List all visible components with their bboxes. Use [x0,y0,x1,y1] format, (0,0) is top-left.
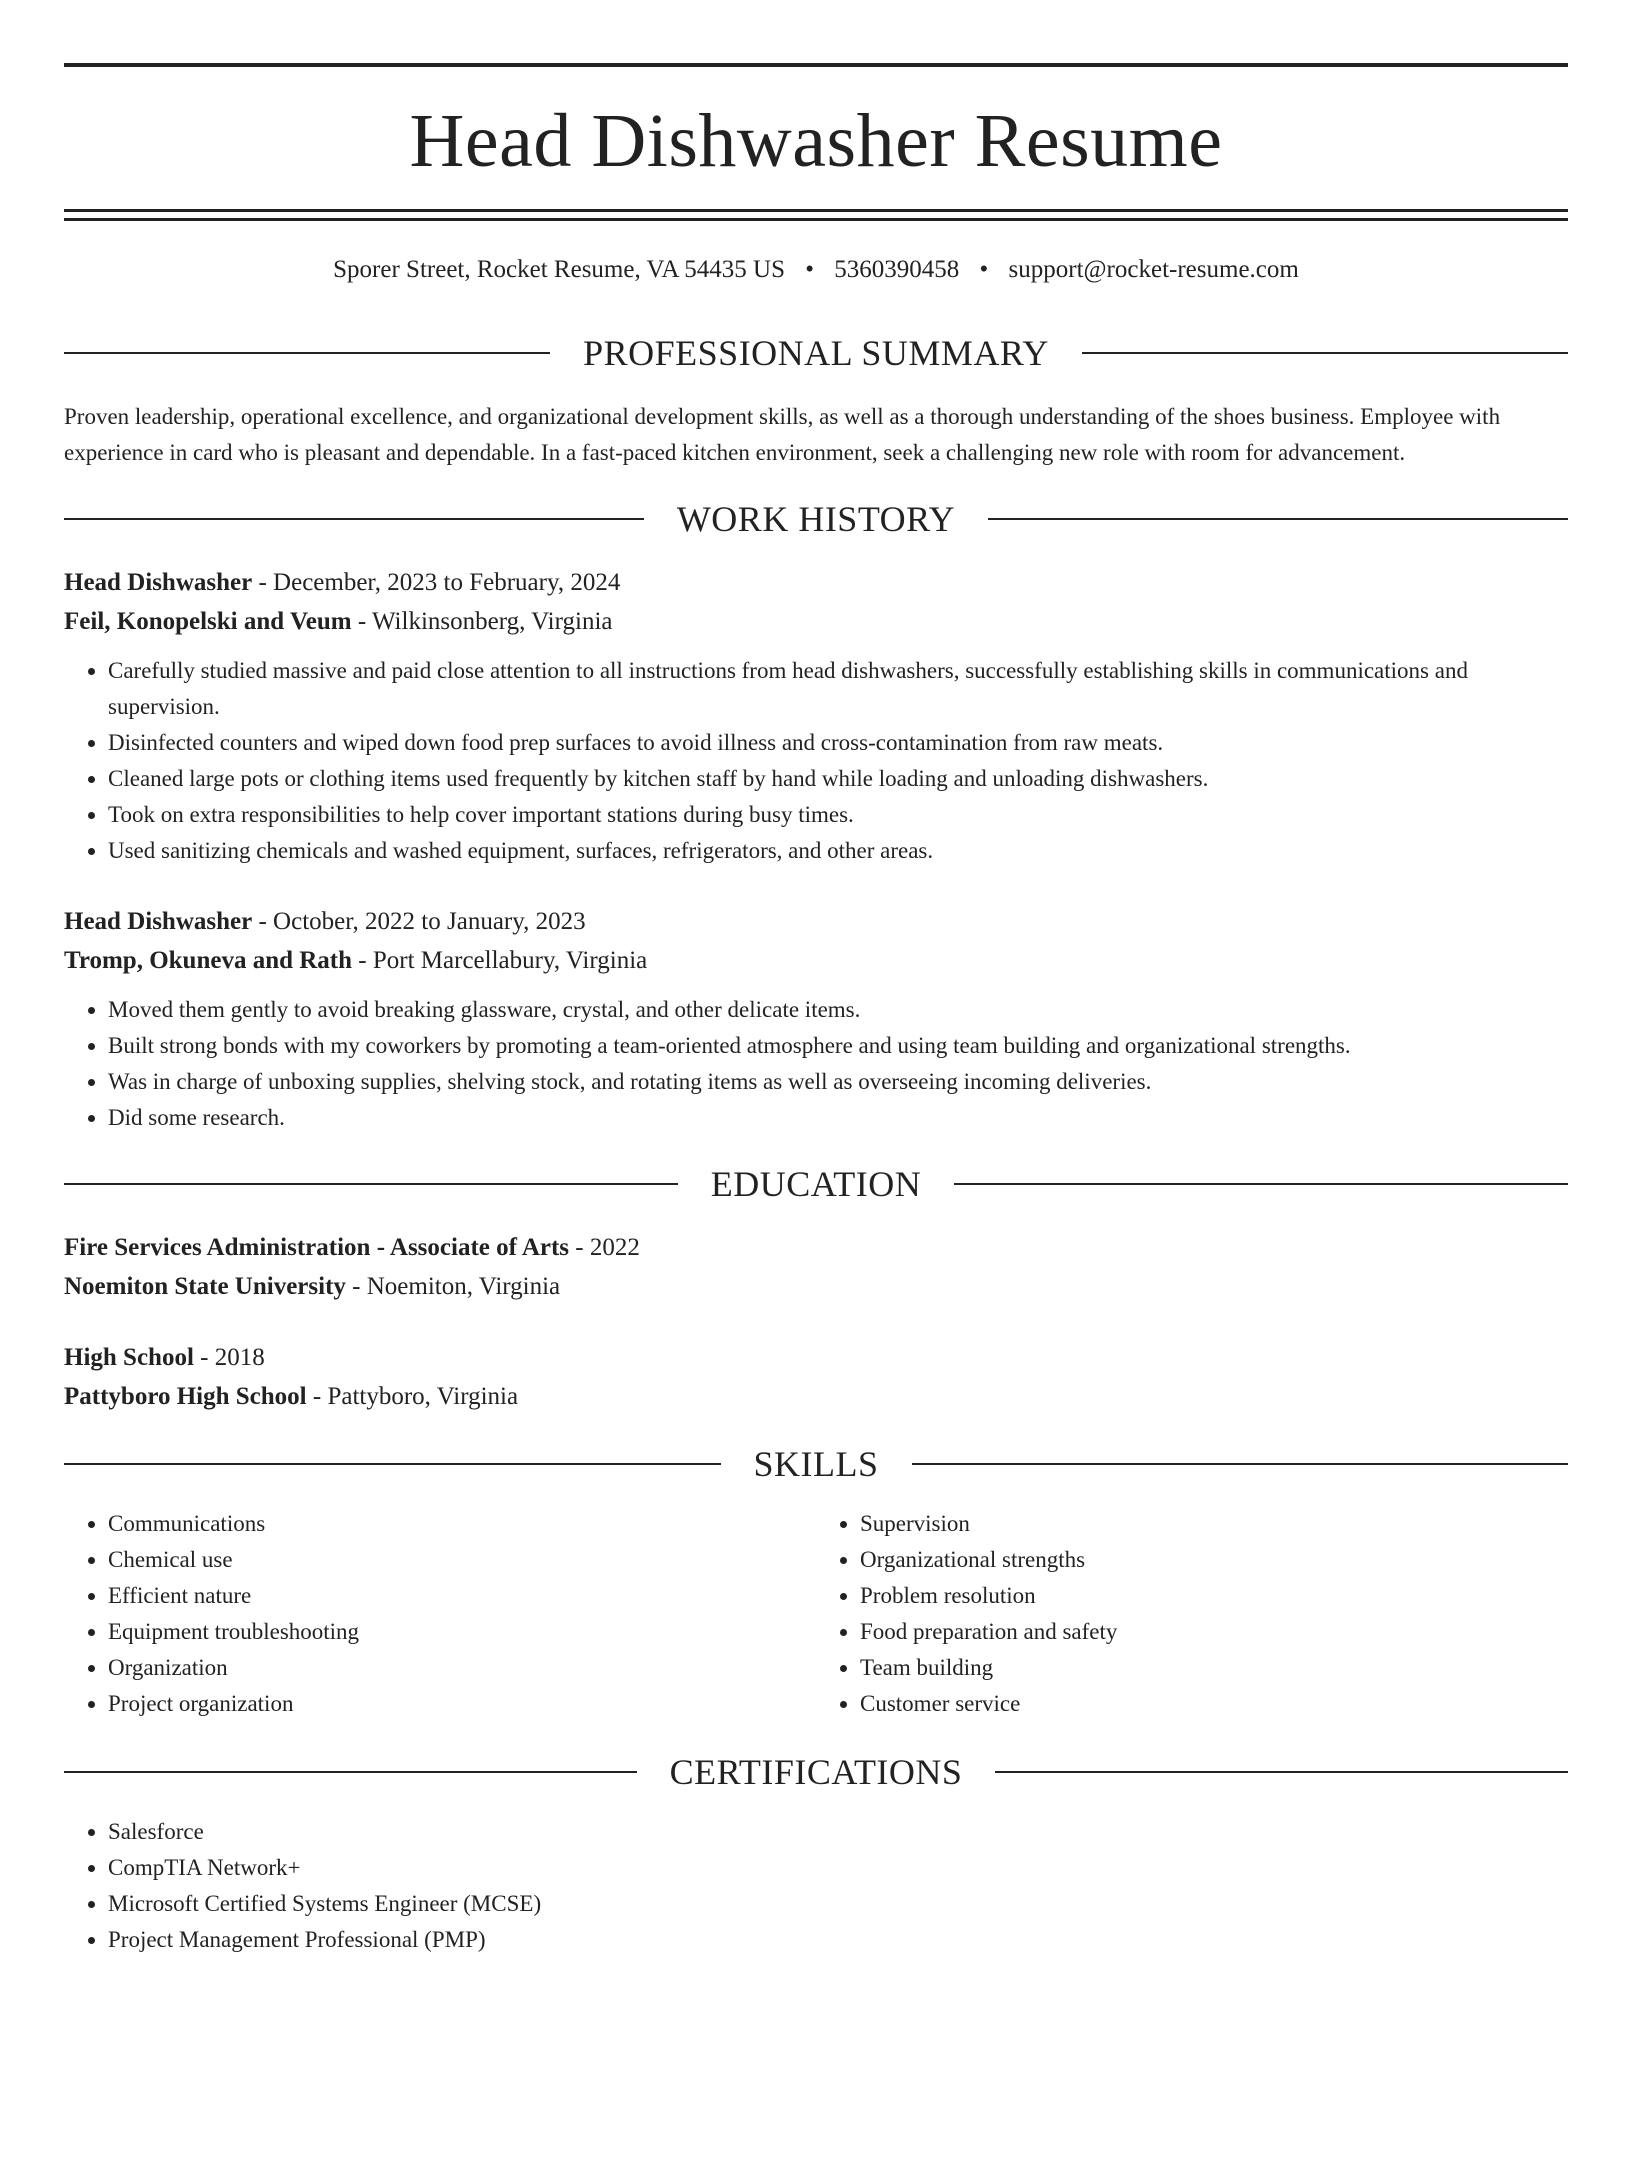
degree-line [64,1338,1568,1377]
job-dates: - December, 2023 to February, 2024 [252,569,621,596]
list-item: • Moved them gently to avoid breaking glassware, crystal, and other delicate items. [108,992,1568,1028]
list-item: • Built strong bonds with my coworkers by promoting a team-oriented atmosphere and using team building and organizational strengths. [108,1028,1568,1064]
degree-year: - 2018 [193,1344,265,1371]
skills-grid [64,1506,1568,1722]
contact-phone: 5360390458 [834,256,960,283]
list-item: • Did some research. [108,1100,1568,1136]
list-item: • Was in charge of unboxing supplies, shelving stock, and rotating items as well as overseeing incoming deliveries. [108,1064,1568,1100]
list-item: • Disinfected counters and wiped down food prep surfaces to avoid illness and cross-contamination from raw meats. [108,725,1568,761]
work-section-heading [64,501,1568,537]
contact-info [64,257,1568,282]
job-bullets [64,653,1568,869]
list-item: • Communications [108,1506,816,1542]
list-item: • Carefully studied massive and paid close attention to all instructions from head dishwashers, successfully establishing skills in communications and supervision. [108,653,1568,725]
list-item: • Project organization [108,1686,816,1722]
list-item: • Cleaned large pots or clothing items used frequently by kitchen staff by hand while loading and unloading dishwashers. [108,761,1568,797]
job-title: Head Dishwasher [64,908,253,935]
job-company-line [64,941,1568,980]
list-item: • Salesforce [108,1814,1568,1850]
list-item: • Chemical use [108,1542,816,1578]
school-line [64,1377,1568,1416]
contact-email: support@rocket-resume.com [1008,256,1299,283]
job-entry [64,902,1568,1136]
job-bullets [64,992,1568,1136]
education-section-heading [64,1166,1568,1202]
degree-year: - 2022 [569,1234,640,1261]
contact-separator: • [805,256,815,283]
job-company-line [64,602,1568,641]
skills-right-column [816,1506,1568,1722]
contact-separator: • [979,256,989,283]
list-item: • Supervision [860,1506,1568,1542]
certifications-section-heading [64,1754,1568,1790]
job-title: Head Dishwasher [64,569,253,596]
summary-text: Proven leadership, operational excellence, and organizational development skills, as well as a thorough understanding of the shoes business. Employee with experience in card who is pleasant and dependable. In a fast-paced kitchen environment, seek a challenging new role with room for advancement. [64,404,1501,465]
list-item: • Food preparation and safety [860,1614,1568,1650]
degree: High School [64,1344,194,1371]
list-item: • Project Management Professional (PMP) [108,1922,1568,1958]
summary-heading-label: PROFESSIONAL SUMMARY [583,333,1049,373]
skills-left-column [64,1506,816,1722]
work-heading-label: WORK HISTORY [676,499,956,539]
education-entry [64,1338,1568,1416]
list-item: • Organizational strengths [860,1542,1568,1578]
education-heading-label: EDUCATION [710,1164,922,1204]
list-item: • Used sanitizing chemicals and washed equipment, surfaces, refrigerators, and other areas. [108,833,1568,869]
skills-section-heading [64,1446,1568,1482]
school: Pattyboro High School [64,1383,307,1410]
list-item: • Organization [108,1650,816,1686]
list-item: • Microsoft Certified Systems Engineer (MCSE) [108,1886,1568,1922]
list-item: • Customer service [860,1686,1568,1722]
job-company: Tromp, Okuneva and Rath [64,947,353,974]
job-dates: - October, 2022 to January, 2023 [252,908,586,935]
list-item: • Took on extra responsibilities to help cover important stations during busy times. [108,797,1568,833]
job-location: - Wilkinsonberg, Virginia [351,608,613,635]
job-entry [64,563,1568,869]
list-item: • Efficient nature [108,1578,816,1614]
resume-page [0,63,1632,2175]
education-entry [64,1228,1568,1306]
job-title-line [64,563,1568,602]
school-location: - Noemiton, Virginia [345,1273,561,1300]
summary-section-heading [64,335,1568,371]
certifications-heading-label: CERTIFICATIONS [669,1752,963,1792]
list-item: • Team building [860,1650,1568,1686]
job-location: - Port Marcellabury, Virginia [352,947,648,974]
certifications-list [64,1814,1568,1958]
list-item: • Equipment troubleshooting [108,1614,816,1650]
page-title: Head Dishwasher Resume [409,99,1223,183]
degree: Fire Services Administration - Associate of Arts [64,1234,570,1261]
top-rule [64,63,1568,67]
contact-address: Sporer Street, Rocket Resume, VA 54435 US [333,256,785,283]
school-location: - Pattyboro, Virginia [306,1383,519,1410]
list-item: • CompTIA Network+ [108,1850,1568,1886]
school: Noemiton State University [64,1273,346,1300]
skills-heading-label: SKILLS [753,1444,879,1484]
job-title-line [64,902,1568,941]
degree-line [64,1228,1568,1267]
school-line [64,1267,1568,1306]
list-item: • Problem resolution [860,1578,1568,1614]
job-company: Feil, Konopelski and Veum [64,608,352,635]
title-double-rule [64,209,1568,221]
